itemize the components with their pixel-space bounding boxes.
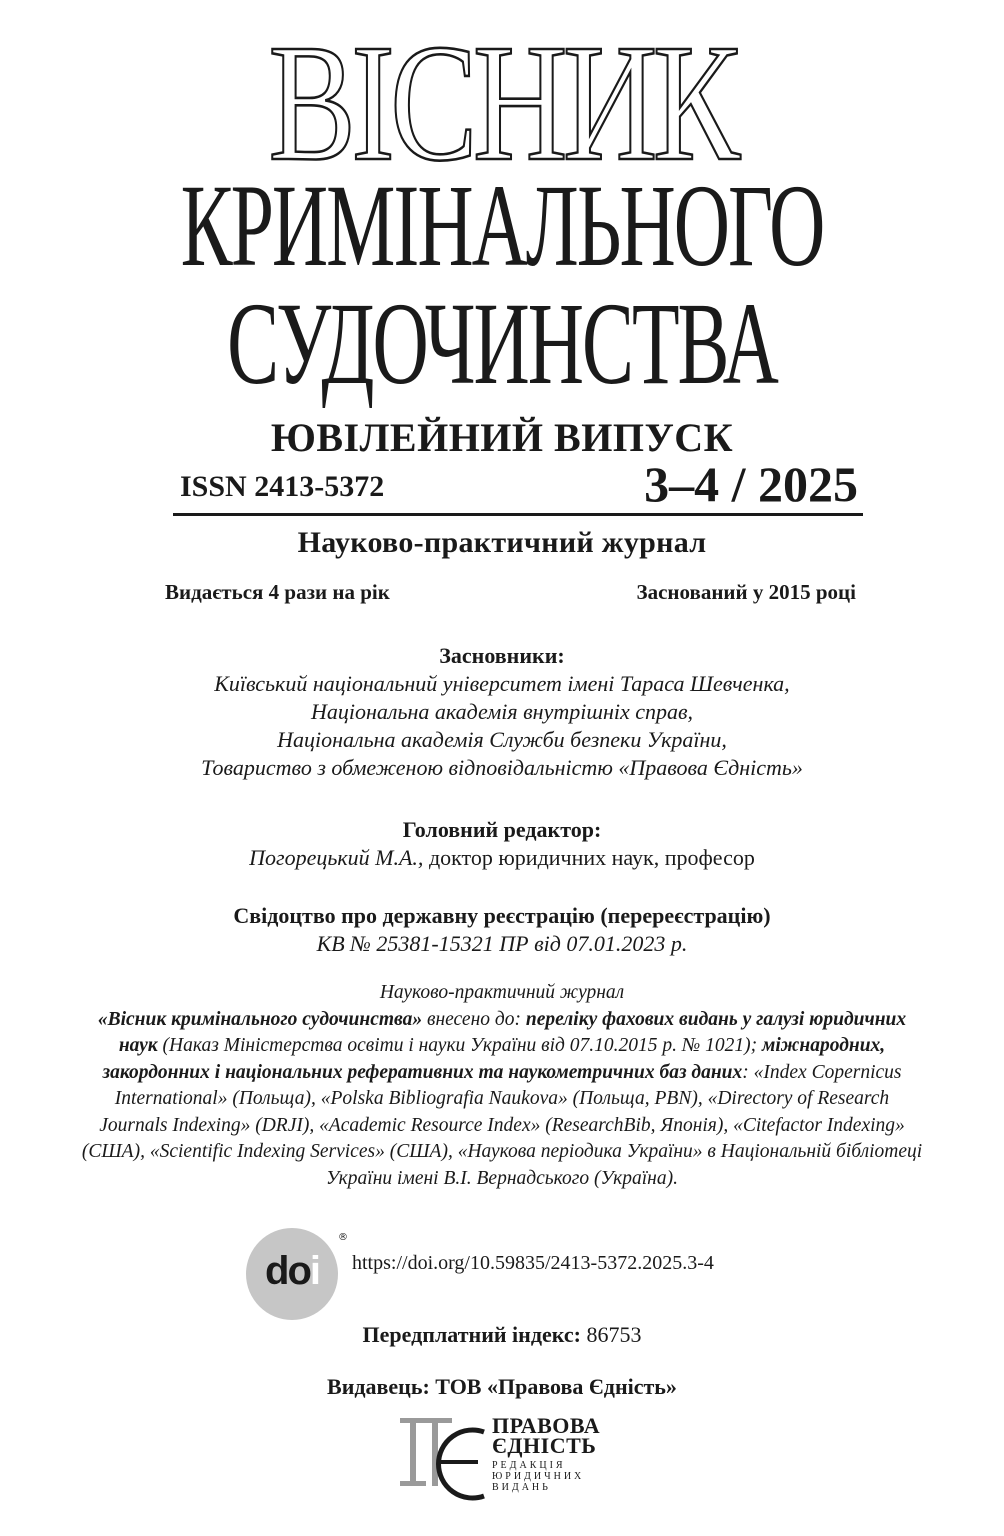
journal-title-line2: КРИМІНАЛЬНОГО — [180, 160, 824, 291]
founder-item: Товариство з обмеженою відповідальністю «Правова Єдність» — [201, 755, 803, 780]
journal-title-line3: СУДОЧИНСТВА — [227, 278, 777, 409]
editor-title: доктор юридичних наук, професор — [428, 845, 755, 870]
special-issue-label: ЮВІЛЕЙНИЙ ВИПУСК — [270, 415, 734, 460]
journal-name: «Вісник кримінального судочинства» — [97, 1008, 423, 1030]
doi-link[interactable]: https://doi.org/10.59835/2413-5372.2025.3-4 — [352, 1252, 714, 1274]
indexing-paragraph — [80, 980, 924, 1192]
editor-section — [60, 816, 944, 872]
founder-item: Національна академія внутрішніх справ, — [310, 699, 694, 724]
issue-number: 3–4 / 2025 — [644, 456, 858, 512]
subscription-value: 86753 — [586, 1322, 642, 1347]
founder-item: Національна академія Служби безпеки України, — [277, 727, 727, 752]
founded-year: Заснований у 2015 році — [636, 580, 856, 604]
journal-type: Науково-практичний журнал — [297, 526, 707, 559]
professional-list: переліку фахових видань у галузі юридичних наук — [118, 1008, 907, 1056]
ministry-order: (Наказ Міністерства освіти і науки України від 07.10.2015 р. № 1021); — [162, 1035, 758, 1056]
founder-item: Київський національний університет імені Тараса Шевченка, — [214, 671, 790, 696]
editor-name: Погорецький М.А., — [249, 845, 424, 870]
databases-list: : «Index Copernicus International» (Польща), «Polska Bibliografia Naukova» (Польща, PBN), «Directory of Research Journals Indexing» (DRJI), «Academic Resource Index» (ResearchBib, Японія), «Citefactor Indexing» (США), «Scientific Indexing Services» (США), «Наукова періодика України» в Національній бібліотеці України імені В.І. Вернадського (Україна). — [81, 1061, 923, 1189]
founders-section — [60, 642, 944, 782]
editor-line — [60, 844, 944, 872]
registration-heading: Свідоцтво про державну реєстрацію (перереєстрацію) — [233, 903, 771, 928]
publisher-logo-subtitle: РЕДАКЦІЯ ЮРИДИЧНИХ ВИДАНЬ — [492, 1460, 585, 1493]
publisher-logo-icon — [398, 1414, 498, 1514]
indexing-intro: Науково-практичний журнал — [379, 982, 625, 1003]
doi-logo-text: doi — [265, 1249, 319, 1293]
subscription-index — [0, 1322, 1004, 1348]
masthead-divider — [173, 513, 863, 516]
databases-heading: міжнародних, закордонних і національних реферативних та наукометричних баз даних — [102, 1035, 886, 1083]
editor-heading: Головний редактор: — [402, 817, 602, 842]
issn: ISSN 2413-5372 — [180, 470, 385, 503]
included-in: внесено до: — [426, 1008, 521, 1030]
publisher-label: Видавець: ТОВ «Правова Єдність» — [327, 1374, 677, 1399]
doi-logo — [246, 1228, 338, 1320]
registered-mark: ® — [338, 1232, 348, 1243]
publisher-logo-name: ПРАВОВА ЄДНІСТЬ — [492, 1413, 601, 1458]
registration-number: КВ № 25381-15321 ПР від 07.01.2023 р. — [316, 931, 688, 956]
journal-title-line1: ВІСНИК — [268, 10, 736, 196]
founders-heading: Засновники: — [439, 643, 565, 668]
registration-section — [60, 902, 944, 958]
publication-frequency: Видається 4 рази на рік — [165, 580, 390, 604]
subscription-label: Передплатний індекс: — [362, 1322, 581, 1347]
